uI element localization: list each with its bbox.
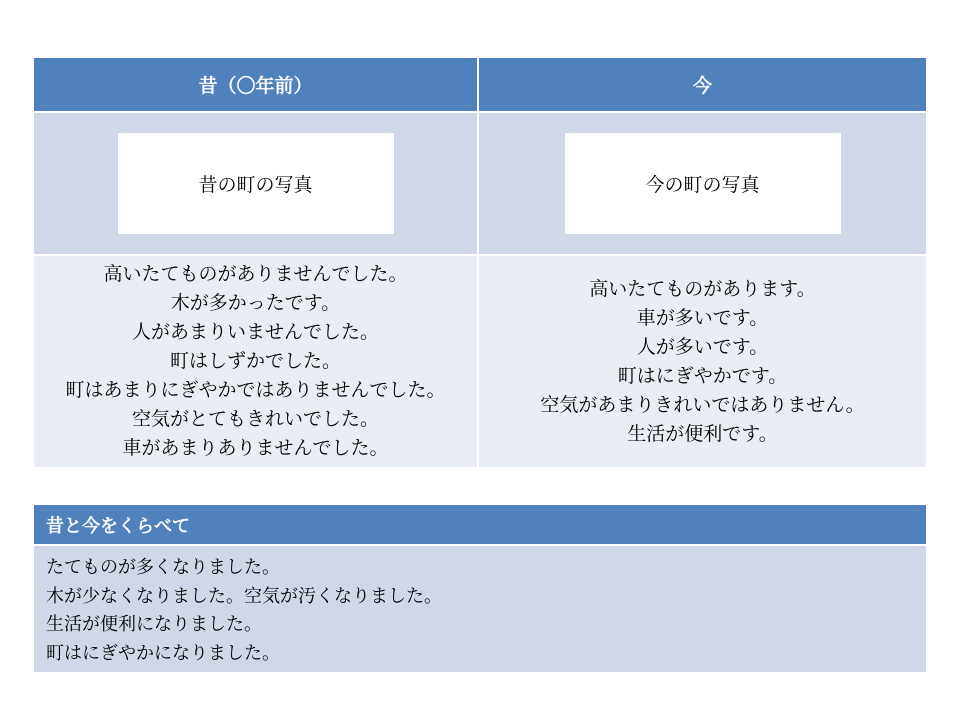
summary-box <box>34 505 926 674</box>
summary-title: 昔と今をくらべて <box>34 505 926 546</box>
photo-cell-now <box>479 111 926 254</box>
now-line: 空気があまりきれいではありません。 <box>540 393 865 416</box>
past-line: 町はあまりにぎやかではありませんでした。 <box>65 379 446 401</box>
summary-line: 木が少なくなりました。空気が汚くなりました。 <box>46 585 442 607</box>
past-line: 人があまりいませんでした。 <box>131 321 379 343</box>
now-line: 生活が便利です。 <box>627 422 778 445</box>
photo-cell-past <box>34 111 479 254</box>
header-now: 今 <box>479 58 926 111</box>
summary-line: 生活が便利になりました。 <box>46 614 262 635</box>
now-line: 高いたてものがあります。 <box>589 277 816 300</box>
summary-body <box>34 546 926 672</box>
now-line: 人が多いです。 <box>636 335 769 358</box>
header-past: 昔（〇年前） <box>34 58 479 111</box>
past-description <box>34 254 479 467</box>
past-line: 空気がとてもきれいでした。 <box>131 408 379 430</box>
past-line: 町はしずかでした。 <box>169 350 341 372</box>
photo-placeholder-past: 昔の町の写真 <box>118 133 394 234</box>
comparison-table <box>34 58 926 467</box>
summary-line: 町はにぎやかになりました。 <box>46 642 280 664</box>
now-line: 車が多いです。 <box>636 306 769 329</box>
photo-placeholder-now: 今の町の写真 <box>565 133 841 234</box>
past-line: 高いたてものがありませんでした。 <box>103 263 408 285</box>
past-line: 車があまりありませんでした。 <box>122 437 389 459</box>
summary-line: たてものが多くなりました。 <box>46 557 280 578</box>
now-line: 町はにぎやかです。 <box>617 364 788 387</box>
past-line: 木が多かったです。 <box>170 292 341 314</box>
now-description <box>479 254 926 467</box>
